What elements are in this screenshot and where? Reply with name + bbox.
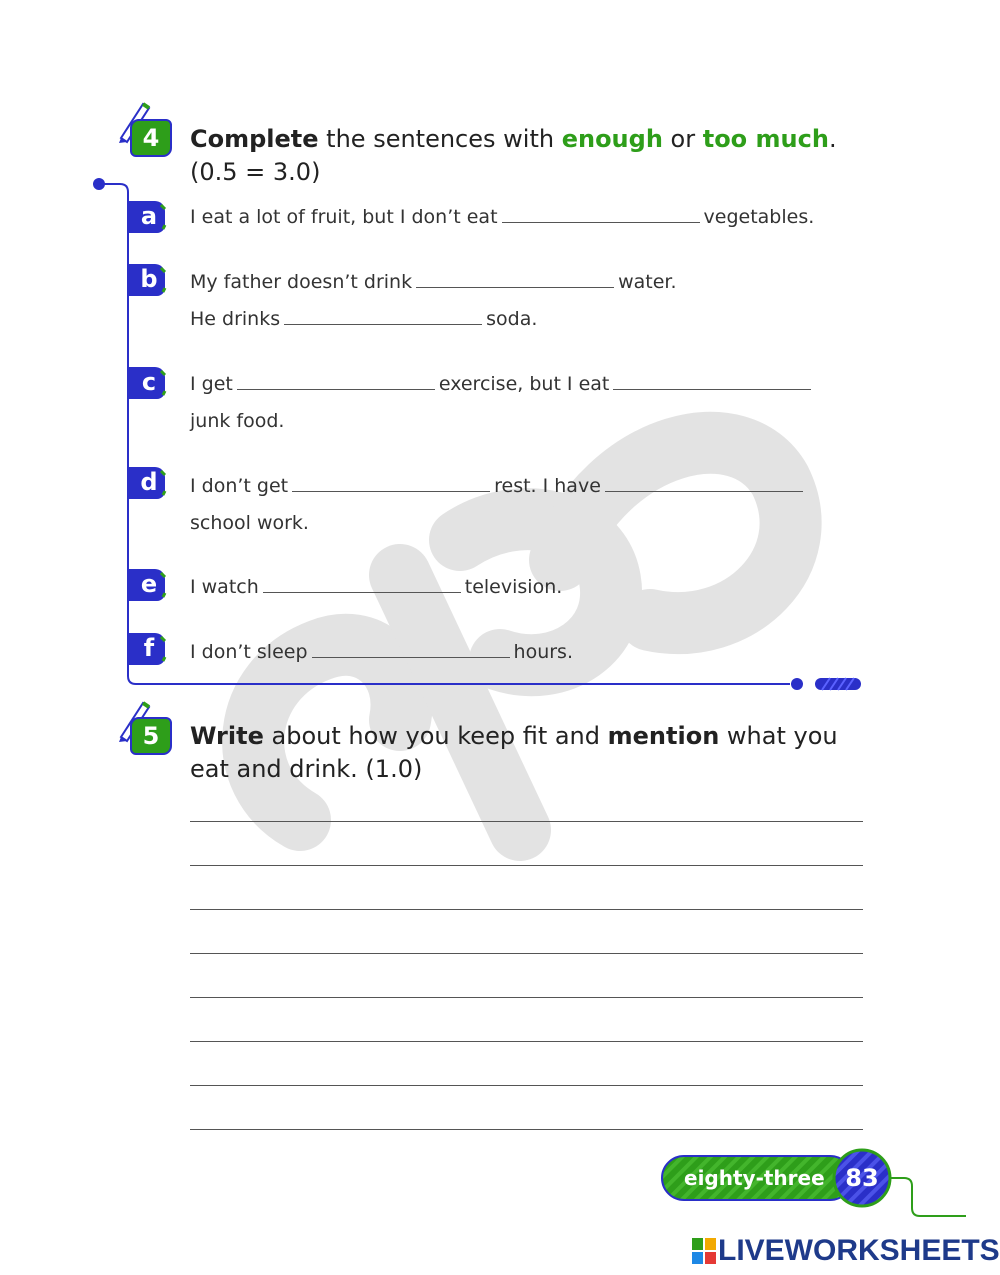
page-number-word: eighty-three [684,1166,825,1190]
blank-d2[interactable] [605,477,803,492]
sentence-a: I eat a lot of fruit, but I don’t eat vegetables. [190,206,815,228]
sentence-c-line1: I get exercise, but I eat [190,372,815,396]
blank-a1[interactable] [502,208,700,223]
item-b-badge: b [127,262,167,298]
exercise-5-number-badge: 5 [130,716,172,756]
writing-line-3[interactable] [190,909,863,910]
writing-line-8[interactable] [190,1129,863,1130]
item-c-badge: c [127,365,167,401]
writing-line-2[interactable] [190,865,863,866]
exercise-4-number-badge: 4 [130,118,172,158]
sentence-f: I don’t sleep hours. [190,641,573,663]
sentence-d-line1: I don’t get rest. I have [190,474,807,498]
blank-b1[interactable] [416,273,614,288]
item-d-badge: d [127,465,167,501]
liveworksheets-logo-icon [692,1238,716,1264]
writing-line-6[interactable] [190,1041,863,1042]
page-number-pill [660,1148,970,1220]
sentence-c-line2: junk food. [190,410,285,432]
writing-line-1[interactable] [190,821,863,822]
blank-b2[interactable] [284,310,482,325]
blank-e1[interactable] [263,578,461,593]
writing-line-4[interactable] [190,953,863,954]
liveworksheets-brand: LIVEWORKSHEETS [718,1234,1000,1267]
item-f-badge: f [127,631,167,667]
writing-line-5[interactable] [190,997,863,998]
blank-f1[interactable] [312,643,510,658]
item-a-badge: a [127,199,167,235]
exercise-4-bracket [90,176,870,696]
sentence-b-line1: My father doesn’t drink water. [190,271,677,293]
writing-line-7[interactable] [190,1085,863,1086]
sentence-b-line2: He drinks soda. [190,308,538,330]
item-e-badge: e [127,567,167,603]
blank-c2[interactable] [613,375,811,390]
exercise-4-instructions: Complete the sentences with enough or too much. (0.5 = 3.0) [190,125,837,186]
exercise-5-instructions: Write about how you keep fit and mention what you eat and drink. (1.0) [190,722,838,783]
blank-d1[interactable] [292,477,490,492]
page-number: 83 [845,1164,879,1192]
sentence-d-line2: school work. [190,512,309,534]
blank-c1[interactable] [237,375,435,390]
sentence-e: I watch television. [190,576,563,598]
